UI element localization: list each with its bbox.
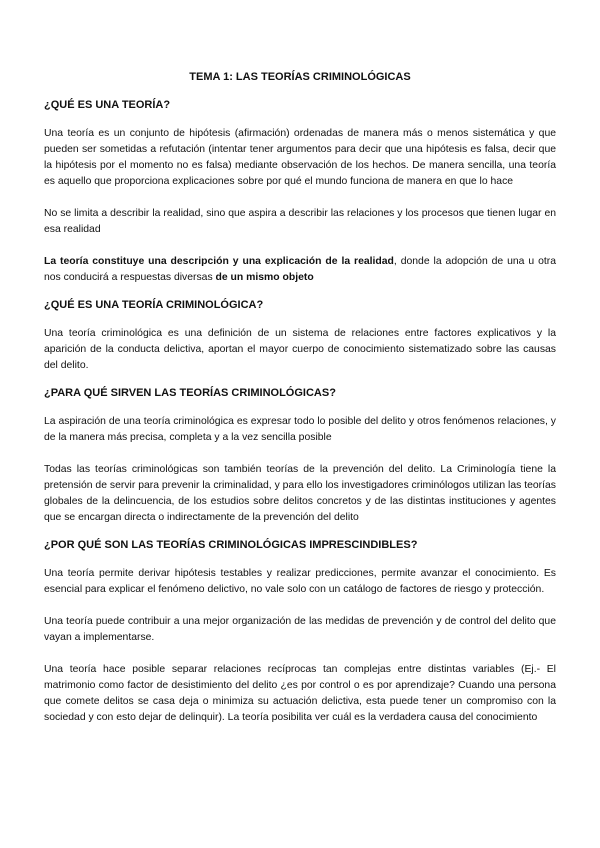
paragraph: No se limita a describir la realidad, sino que aspira a describir las relaciones y los procesos que tienen lugar en esa realidad <box>44 208 556 235</box>
paragraph: Una teoría es un conjunto de hipótesis (afirmación) ordenadas de manera más o menos sistemática y que pueden ser sometidas a refutación (intentar tener argumentos para decir que una hipótesis es falsa, decir que la hipótesis por el momento no es falsa) mediante observación de los hechos. De manera sencilla, una teoría es aquello que proporciona explicaciones sobre por qué el mundo funciona de manera en que lo hace <box>44 128 556 187</box>
section-heading-que-es-teoria: ¿QUÉ ES UNA TEORÍA? <box>44 99 171 111</box>
paragraph: Una teoría hace posible separar relaciones recíprocas tan complejas entre distintas variables (Ej.- El matrimonio como factor de desistimiento del delito ¿es por control o es por aprendizaje? Cuando una persona que comete delitos se casa deja o minimiza su actuación delictiva, esta puede tener un compromiso con la sociedad y con esto dejar de delinquir). La teoría posibilita ver cuál es la verdadera causa del conocimiento <box>44 664 556 723</box>
bold-text: La teoría constituye una descripción y una explicación de la realidad <box>44 256 394 267</box>
paragraph: Una teoría permite derivar hipótesis testables y realizar predicciones, permite avanzar el conocimiento. Es esencial para explicar el fenómeno delictivo, no vale solo con un catálogo de factores de riesgo y protección. <box>44 568 556 595</box>
bold-text: de un mismo objeto <box>215 272 314 283</box>
section-heading-imprescindibles: ¿POR QUÉ SON LAS TEORÍAS CRIMINOLÓGICAS IMPRESCINDIBLES? <box>44 539 418 551</box>
document-page <box>44 64 556 742</box>
paragraph: Todas las teorías criminológicas son también teorías de la prevención del delito. La Criminología tiene la pretensión de servir para prevenir la criminalidad, y para ello los investigadores criminólogos utilizan las teorías globales de la delincuencia, de los estudios sobre delitos concretos y de las distintas instituciones y agentes que se encargan directa o indirectamente de la prevención del delito <box>44 464 556 523</box>
paragraph: Una teoría criminológica es una definición de un sistema de relaciones entre factores explicativos y la aparición de la conducta delictiva, aportan el mayor cuerpo de conocimiento sistematizado sobre las causas del delito. <box>44 328 556 371</box>
paragraph-emphasis <box>44 254 556 286</box>
paragraph: Una teoría puede contribuir a una mejor organización de las medidas de prevención y de control del delito que vayan a implementarse. <box>44 616 556 643</box>
paragraph-text: , donde la adopción de una u otra nos conducirá a respuestas diversas <box>44 256 556 283</box>
document-title: TEMA 1: LAS TEORÍAS CRIMINOLÓGICAS <box>189 71 411 83</box>
section-heading-para-que-sirven: ¿PARA QUÉ SIRVEN LAS TEORÍAS CRIMINOLÓGICAS? <box>44 387 336 399</box>
paragraph: La aspiración de una teoría criminológica es expresar todo lo posible del delito y otros fenómenos relaciones, y de la manera más precisa, completa y a la vez sencilla posible <box>44 416 556 443</box>
section-heading-teoria-criminologica: ¿QUÉ ES UNA TEORÍA CRIMINOLÓGICA? <box>44 299 264 311</box>
